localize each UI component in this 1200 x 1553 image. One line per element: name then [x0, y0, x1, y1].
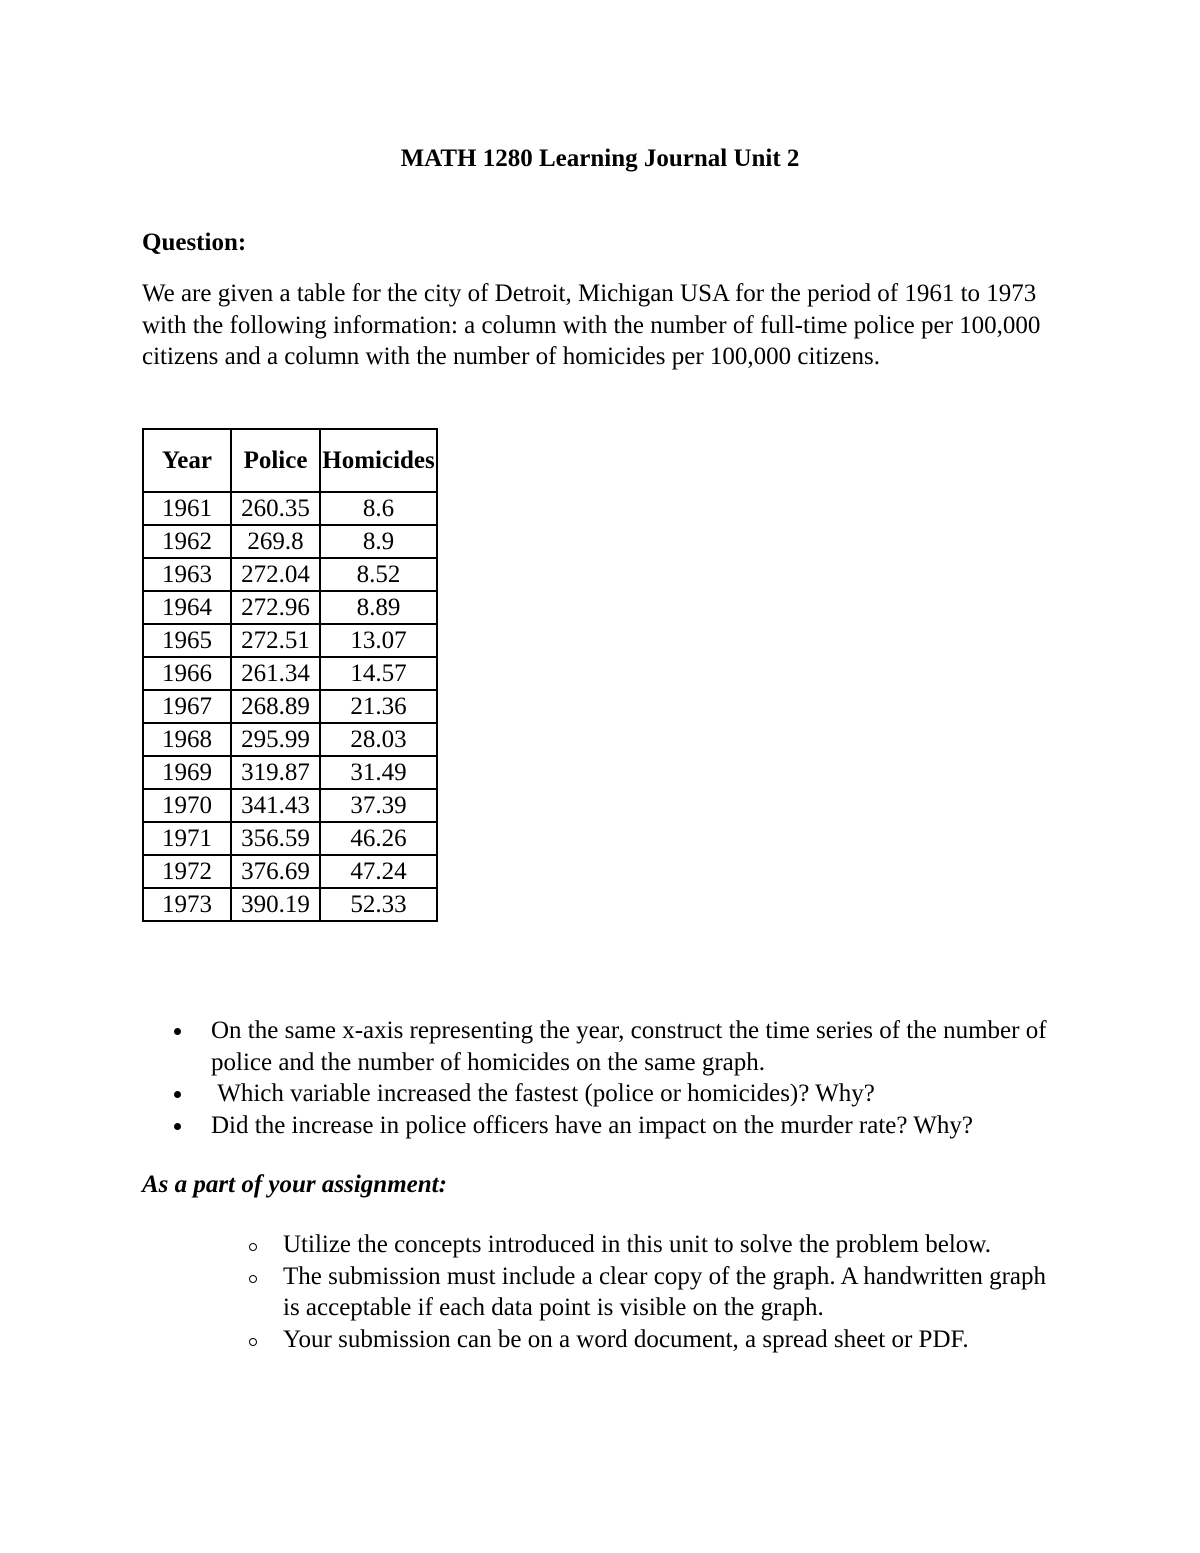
- header-year: Year: [143, 429, 231, 492]
- assignment-heading: As a part of your assignment:: [142, 1171, 447, 1198]
- cell-police: 268.89: [231, 690, 320, 723]
- table-body: [143, 492, 437, 921]
- table-row: [143, 789, 437, 822]
- cell-police: 272.96: [231, 591, 320, 624]
- page-title: MATH 1280 Learning Journal Unit 2: [400, 145, 800, 172]
- cell-homicides: 8.89: [320, 591, 437, 624]
- table-row: [143, 591, 437, 624]
- table-row: [143, 525, 437, 558]
- list-item: [213, 1261, 1063, 1324]
- cell-year: 1963: [143, 558, 231, 591]
- cell-homicides: 28.03: [320, 723, 437, 756]
- cell-year: 1972: [143, 855, 231, 888]
- table-row: [143, 690, 437, 723]
- cell-police: 295.99: [231, 723, 320, 756]
- assignment-list: [213, 1229, 1063, 1355]
- cell-year: 1962: [143, 525, 231, 558]
- header-homicides: [320, 429, 437, 492]
- task-bullet-list: [142, 1015, 1062, 1141]
- question-intro-paragraph: We are given a table for the city of Detroit, Michigan USA for the period of 1961 to 1973 with the following information: a column with the number of full-time police per 100,000 citizens and a column with the number of homicides per 100,000 citizens.: [142, 280, 1041, 370]
- cell-homicides: 37.39: [320, 789, 437, 822]
- detroit-data-table: [142, 428, 438, 922]
- table-row: [143, 888, 437, 921]
- cell-homicides: 13.07: [320, 624, 437, 657]
- table-header-row: [143, 429, 437, 492]
- cell-homicides: 31.49: [320, 756, 437, 789]
- list-item: [213, 1324, 1063, 1356]
- bullet-dot-icon: [174, 1028, 181, 1035]
- cell-homicides: 8.9: [320, 525, 437, 558]
- cell-police: 269.8: [231, 525, 320, 558]
- cell-homicides: 47.24: [320, 855, 437, 888]
- cell-police: 390.19: [231, 888, 320, 921]
- bullet-dot-icon: [174, 1123, 181, 1130]
- cell-homicides: 21.36: [320, 690, 437, 723]
- cell-police: 261.34: [231, 657, 320, 690]
- cell-police: 341.43: [231, 789, 320, 822]
- cell-police: 356.59: [231, 822, 320, 855]
- cell-police: 272.51: [231, 624, 320, 657]
- cell-year: 1964: [143, 591, 231, 624]
- cell-homicides: 14.57: [320, 657, 437, 690]
- cell-year: 1965: [143, 624, 231, 657]
- cell-year: 1970: [143, 789, 231, 822]
- cell-homicides: 8.52: [320, 558, 437, 591]
- table-row: [143, 624, 437, 657]
- cell-homicides: 8.6: [320, 492, 437, 525]
- bullet-dot-icon: [174, 1091, 181, 1098]
- hollow-circle-bullet-icon: [249, 1338, 257, 1346]
- cell-year: 1973: [143, 888, 231, 921]
- cell-police: 260.35: [231, 492, 320, 525]
- question-heading: Question:: [142, 229, 247, 256]
- cell-year: 1967: [143, 690, 231, 723]
- bullet-text: Did the increase in police officers have an impact on the murder rate? Why?: [211, 1111, 973, 1139]
- table-row: [143, 657, 437, 690]
- assignment-text: Your submission can be on a word document, a spread sheet or PDF.: [283, 1325, 969, 1353]
- list-item: [142, 1078, 1062, 1110]
- table-row: [143, 558, 437, 591]
- table-row: [143, 723, 437, 756]
- list-item: [213, 1229, 1063, 1261]
- header-police: Police: [231, 429, 320, 492]
- table-row: [143, 822, 437, 855]
- table-row: [143, 855, 437, 888]
- cell-police: 319.87: [231, 756, 320, 789]
- cell-year: 1971: [143, 822, 231, 855]
- cell-police: 376.69: [231, 855, 320, 888]
- cell-year: 1968: [143, 723, 231, 756]
- hollow-circle-bullet-icon: [249, 1275, 257, 1283]
- cell-year: 1969: [143, 756, 231, 789]
- header-homicides-label: Homicides: [322, 446, 435, 474]
- assignment-text: Utilize the concepts introduced in this unit to solve the problem below.: [283, 1231, 991, 1258]
- list-item: [142, 1015, 1062, 1078]
- cell-homicides: 52.33: [320, 888, 437, 921]
- cell-police: 272.04: [231, 558, 320, 591]
- table-row: [143, 492, 437, 525]
- list-item: [142, 1110, 1062, 1142]
- assignment-text: The submission must include a clear copy of the graph. A handwritten graph is acceptable if each data point is visible on the graph.: [283, 1262, 1047, 1321]
- table-row: [143, 756, 437, 789]
- bullet-text: Which variable increased the fastest (police or homicides)? Why?: [211, 1080, 875, 1107]
- cell-year: 1966: [143, 657, 231, 690]
- bullet-text: On the same x-axis representing the year, construct the time series of the number of police and the number of homicides on the same graph.: [211, 1017, 1047, 1076]
- hollow-circle-bullet-icon: [249, 1243, 257, 1251]
- cell-homicides: 46.26: [320, 822, 437, 855]
- cell-year: 1961: [143, 492, 231, 525]
